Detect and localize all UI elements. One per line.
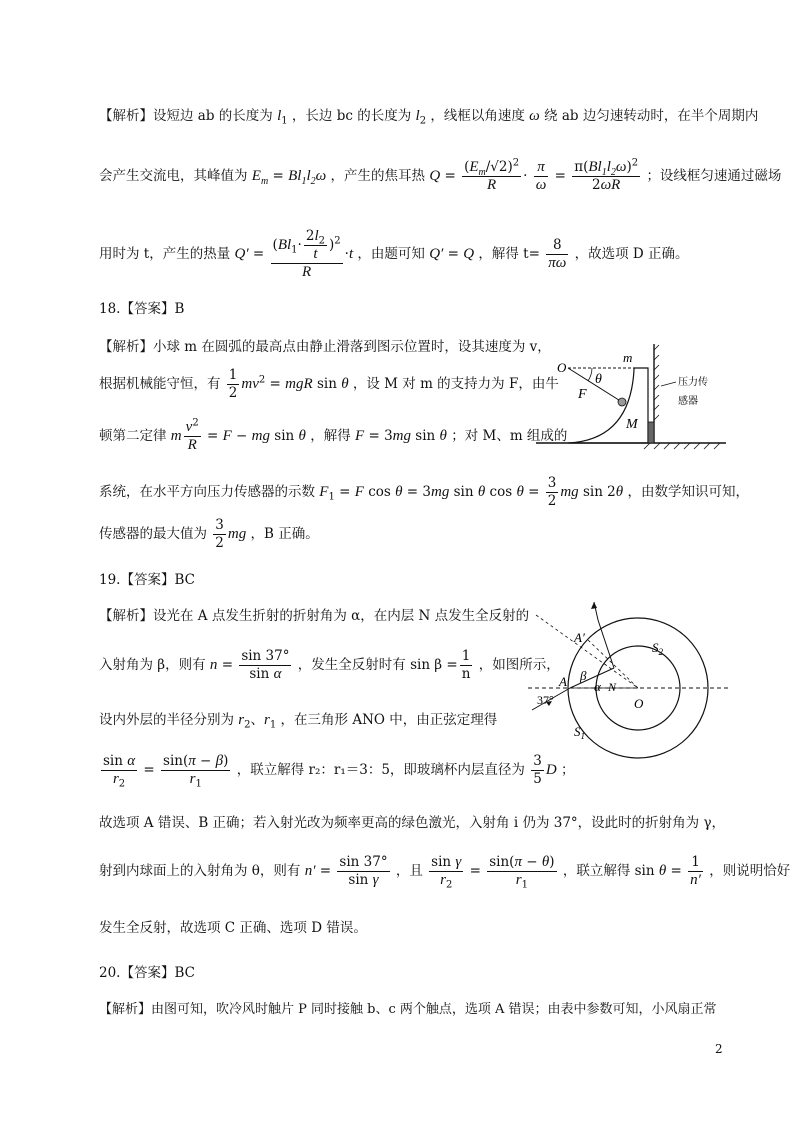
page-number: 2: [715, 1042, 723, 1056]
q18-line-1: 【解析】小球 m 在圆弧的最高点由静止滑落到图示位置时，设其速度为 v，: [99, 339, 551, 355]
q18-line-4: 系统，在水平方向压力传感器的示数 $F_1 = F$ cos θ = 3mg sin θ cos θ = $\frac{3}{2}$ mg sin 2θ ，由数学知识可知，: [99, 475, 749, 509]
label-sensor-1: 压力传: [678, 377, 708, 388]
q19-heading: 19.【答案】BC: [99, 572, 195, 588]
q19-line-6: 射到内球面上的入射角为 θ，则有 n′ = $\frac{\sin 37^\circ}{\text{sin γ}}$ ，且 $\frac{\text{sin γ}}{r_2}$ = $\frac{\sin(\pi - \theta)}{r_1}$ ，联立解得 sin θ = $\frac{1}{n'}$ ，则说明恰好: [99, 854, 791, 891]
pressure-sensor: [648, 422, 654, 443]
label-theta: θ: [595, 372, 602, 387]
label-alpha: α: [594, 679, 601, 694]
label-37: 37°: [537, 693, 554, 707]
label-A-prime: A′: [574, 630, 585, 645]
q20-heading: 20.【答案】BC: [99, 965, 195, 981]
q19-line-7: 发生全反射，故选项 C 正确、选项 D 错误。: [99, 920, 367, 936]
label-M: M: [626, 417, 638, 432]
q19-line-1: 【解析】设光在 A 点发生折射的折射角为 α，在内层 N 点发生全反射的: [99, 608, 530, 624]
q18-figure: [530, 340, 730, 450]
label-O: O: [557, 360, 567, 375]
label-O: O: [634, 696, 644, 711]
label-N: N: [608, 680, 617, 694]
label-S2: $S_2$: [652, 640, 663, 657]
label-beta: β: [580, 668, 587, 683]
label-m: m: [623, 350, 633, 365]
q18-line-2: 根据机械能守恒，有 $\frac{1}{2}$ $mv^2$ = mgR sin θ ，设 M 对 m 的支持力为 F，由牛: [99, 367, 559, 401]
q19-line-4: $\frac{\text{sin α}}{r_2}$ = $\frac{\sin(\pi - \beta)}{r_1}$ ，联立解得 r₂：r₁＝3：5，即玻璃杯内层直径为 $\frac{3}{5}$ D ；: [103, 753, 575, 790]
q18-heading: 18.【答案】B: [99, 301, 185, 317]
q19-line-2: 入射角为 β，则有 n = $\frac{\sin 37^\circ}{\text{sin α}}$ ，发生全反射时有 sin β = $\frac{1}{n}$ ，如图所示，: [99, 648, 560, 682]
label-F: F: [578, 387, 587, 402]
q19-line-3: 设内外层的半径分别为 $r_2$、$r_1$ ，在三角形 ANO 中，由正弦定理得: [99, 712, 498, 731]
q18-line-3: 顿第二定律 m $\frac{v^2}{R}$ = F − mg sin θ ，解得 F = 3mg sin θ ；对 M、m 组成的: [99, 417, 568, 453]
label-S1: $S_1$: [574, 724, 585, 741]
q19-line-5: 故选项 A 错误、B 正确；若入射光改为频率更高的绿色激光，入射角 i 仍为 37°，设此时的折射角为 γ，: [99, 815, 726, 831]
q20-line-1: 【解析】由图可知，吹冷风时触片 P 同时接触 b、c 两个触点，选项 A 错误；由表中参数可知，小风扇正常: [99, 1002, 717, 1017]
q18-line-5: 传感器的最大值为 $\frac{3}{2}$ mg ，B 正确。: [99, 517, 319, 551]
q17-line-2: 会产生交流电，其峰值为 $E_m = Bl_1l_2\omega$ ，产生的焦耳热 Q = $\frac{(E_m/√2)^2}{R}$ · $\frac{\pi}{\omega}$ = $\frac{\pi(Bl_1l_2\omega)^2}{2\omega R}$ ；设线框匀速通过磁场: [99, 157, 782, 193]
q17-line-3: 用时为 t，产生的热量 Q′ = ($Bl_1\cdot$ $\frac{2l_2}{t}$ )$^2$ R ·t ，由题可知 Q′ = Q ，解得 t= $\frac{8}{\pi\omega}$ ，故选项 D 正确。: [99, 228, 689, 280]
label-sensor-2: 感器: [678, 396, 698, 407]
joule-heat-fraction: $\frac{(E_m/√2)^2}{R}$: [464, 157, 520, 193]
heat-fraction: ($Bl_1\cdot$ $\frac{2l_2}{t}$ )$^2$ R: [272, 228, 341, 280]
q17-line-1: 【解析】设短边 ab 的长度为 $l_1$ ，长边 bc 的长度为 $l_2$ ，线框以角速度 ω 绕 ab 边匀速转动时，在半个周期内: [99, 108, 759, 127]
label-A: A: [559, 674, 567, 689]
q19-figure: [528, 600, 738, 760]
ball-m: [618, 398, 626, 406]
